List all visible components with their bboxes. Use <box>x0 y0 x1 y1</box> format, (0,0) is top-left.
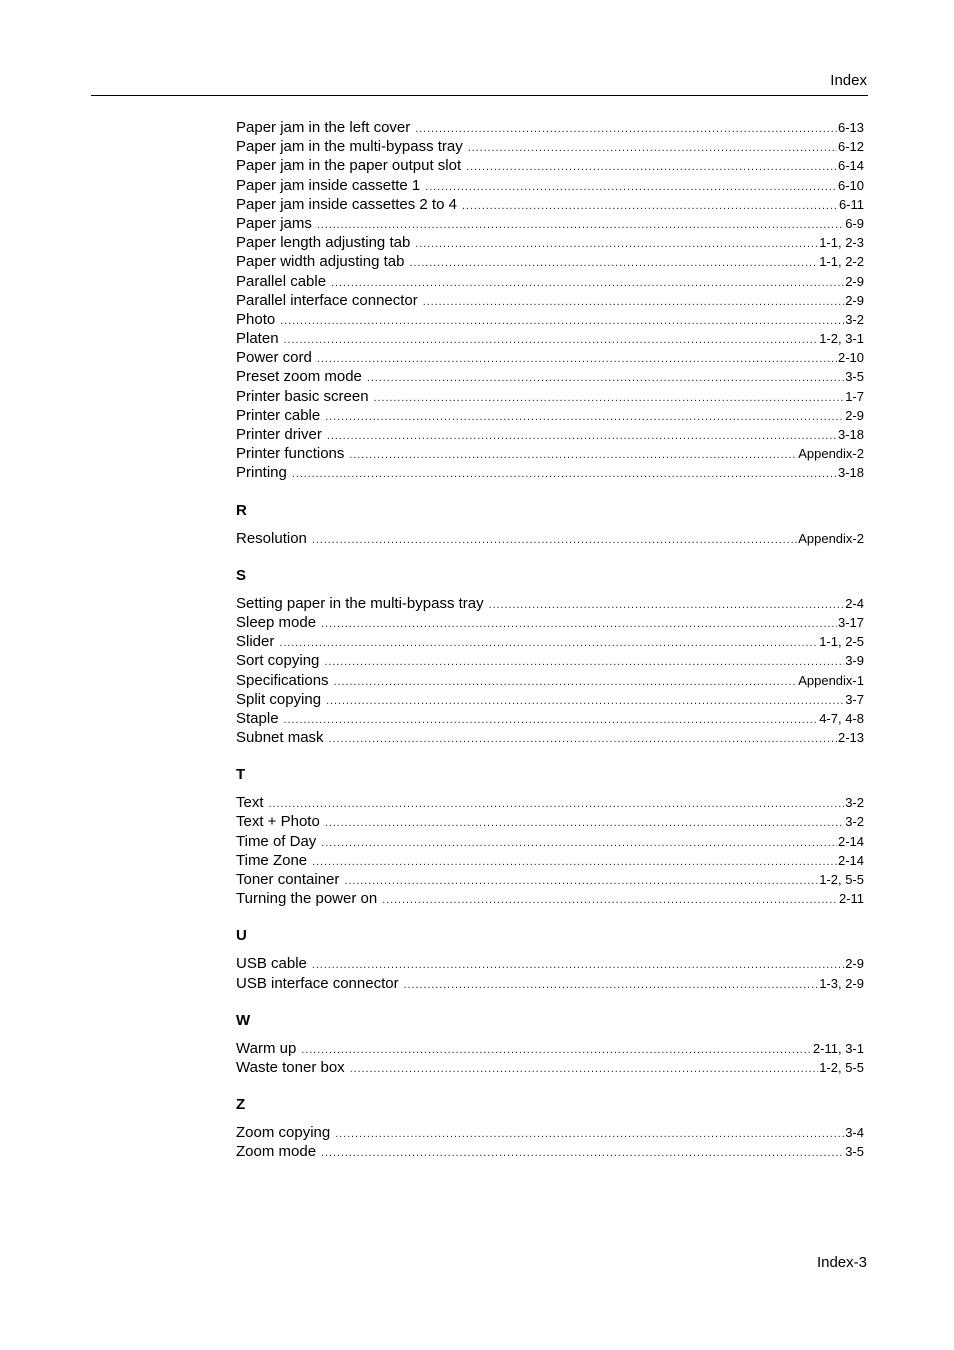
index-term: Printer cable <box>236 406 321 424</box>
index-entry <box>236 889 864 908</box>
index-entry <box>236 348 864 367</box>
index-term: Specifications <box>236 671 329 689</box>
index-group <box>236 926 864 992</box>
dot-leader <box>468 139 837 158</box>
dot-leader <box>367 369 844 388</box>
index-entry <box>236 176 864 195</box>
index-page-reference: 3-17 <box>837 614 864 630</box>
index-entry <box>236 613 864 632</box>
index-page-reference: 2-11 <box>838 891 864 907</box>
index-page-reference: 1-2, 3-1 <box>819 331 864 347</box>
index-entry <box>236 310 864 329</box>
index-term: Setting paper in the multi-bypass tray <box>236 594 484 612</box>
index-term: Paper jam inside cassette 1 <box>236 176 421 194</box>
index-term: Parallel cable <box>236 272 327 290</box>
dot-leader <box>321 615 837 634</box>
dot-leader <box>404 976 819 995</box>
index-entry <box>236 529 864 548</box>
index-group <box>236 1011 864 1077</box>
dot-leader <box>489 596 845 615</box>
index-letter-heading: U <box>236 927 247 945</box>
dot-leader <box>415 235 818 254</box>
dot-leader <box>301 1041 812 1060</box>
index-page-reference: 1-7 <box>845 388 864 404</box>
index-entry <box>236 632 864 651</box>
index-page-reference: 3-18 <box>837 427 864 442</box>
index-entry <box>236 1123 864 1142</box>
dot-leader <box>409 254 818 273</box>
index-term: Parallel interface connector <box>236 291 418 309</box>
index-term: Paper jam in the left cover <box>236 119 411 136</box>
index-entry <box>236 974 864 993</box>
index-entry <box>236 671 864 690</box>
index-letter-heading: R <box>236 501 247 519</box>
index-entry <box>236 233 864 252</box>
index-term: Zoom mode <box>236 1143 317 1161</box>
index-entry <box>236 252 864 271</box>
dot-leader <box>321 834 837 853</box>
index-term: Warm up <box>236 1039 297 1057</box>
index-term: Zoom copying <box>236 1124 331 1142</box>
index-page-reference: 1-1, 2-5 <box>819 634 864 650</box>
dot-leader <box>462 197 838 216</box>
index-entry <box>236 793 864 812</box>
index-term: Time Zone <box>236 851 308 869</box>
index-page-reference: 1-2, 5-5 <box>819 872 864 887</box>
header-rule <box>91 95 868 96</box>
index-term: Printing <box>236 464 287 482</box>
index-term: Printer basic screen <box>236 387 369 405</box>
index-page-reference: 3-5 <box>845 369 864 385</box>
index-page-reference: 2-13 <box>837 730 864 746</box>
index-term: Time of Day <box>236 832 317 850</box>
index-term: Resolution <box>236 529 307 547</box>
index-term: Turning the power on <box>236 890 378 908</box>
index-page-reference: 2-9 <box>845 407 864 423</box>
dot-leader <box>280 312 844 331</box>
index-term: Paper length adjusting tab <box>236 234 411 252</box>
index-page-reference: 2-9 <box>845 956 864 972</box>
index-page-reference: 6-10 <box>837 177 864 193</box>
dot-leader <box>327 427 837 446</box>
dot-leader <box>317 350 837 369</box>
index-letter-heading: W <box>236 1011 251 1029</box>
index-entry <box>236 195 864 214</box>
index-entry <box>236 954 864 973</box>
index-page-reference: 3-9 <box>845 653 864 669</box>
index-entry <box>236 425 864 444</box>
index-term: Paper width adjusting tab <box>236 253 405 271</box>
index-entry <box>236 463 864 482</box>
dot-leader <box>324 653 844 672</box>
dot-leader <box>312 531 797 550</box>
index-page-reference: 3-7 <box>845 691 864 707</box>
index-group <box>236 1095 864 1161</box>
index-group <box>236 566 864 748</box>
index-entry <box>236 137 864 156</box>
index-term: Paper jam in the multi-bypass tray <box>236 138 463 156</box>
dot-leader <box>292 465 837 484</box>
dot-leader <box>325 814 844 833</box>
dot-leader <box>334 673 798 692</box>
dot-leader <box>335 1125 844 1144</box>
index-entry <box>236 690 864 709</box>
index-page-reference: 2-11, 3-1 <box>812 1040 864 1056</box>
index-entry <box>236 406 864 425</box>
index-group <box>236 118 864 483</box>
index-term: Sort copying <box>236 652 320 670</box>
index-term: Waste toner box <box>236 1058 345 1076</box>
index-page-reference: Appendix-2 <box>798 530 864 546</box>
index-page-reference: 3-18 <box>837 465 864 481</box>
index-group <box>236 765 864 908</box>
dot-leader <box>321 1144 844 1163</box>
index-entry <box>236 387 864 406</box>
index-list <box>236 118 864 1162</box>
index-entry <box>236 1039 864 1058</box>
index-term: Split copying <box>236 690 322 708</box>
running-head-title: Index <box>830 72 867 89</box>
index-entry <box>236 651 864 670</box>
dot-leader <box>284 331 819 350</box>
index-entry <box>236 118 864 137</box>
index-page-reference: 2-14 <box>837 833 864 849</box>
index-page-reference: 6-12 <box>837 139 864 155</box>
index-page-reference: 1-1, 2-2 <box>819 254 864 270</box>
dot-leader <box>423 293 844 312</box>
dot-leader <box>349 446 797 465</box>
index-term: Platen <box>236 330 279 348</box>
index-page-reference: 6-14 <box>837 158 864 174</box>
dot-leader <box>374 389 845 408</box>
dot-leader <box>350 1060 819 1079</box>
dot-leader <box>466 158 837 177</box>
index-entry <box>236 1142 864 1161</box>
index-term: USB interface connector <box>236 974 399 992</box>
index-term: Paper jams <box>236 214 312 232</box>
index-page-reference: 2-10 <box>837 350 864 366</box>
dot-leader <box>325 408 844 427</box>
index-term: Staple <box>236 709 279 727</box>
index-term: Preset zoom mode <box>236 368 362 386</box>
index-entry <box>236 156 864 175</box>
index-page-reference: 3-2 <box>845 814 864 830</box>
index-page-reference: 3-2 <box>845 795 864 811</box>
index-page-reference: 2-9 <box>845 292 864 308</box>
index-entry <box>236 214 864 233</box>
index-page-reference: 6-11 <box>838 196 864 212</box>
index-term: Printer driver <box>236 426 322 443</box>
index-entry <box>236 272 864 291</box>
index-term: Text <box>236 794 264 812</box>
dot-leader <box>279 634 818 653</box>
index-entry <box>236 728 864 747</box>
index-entry <box>236 1058 864 1077</box>
page-number: Index-3 <box>816 1254 867 1271</box>
dot-leader <box>344 872 818 891</box>
index-term: Paper jam inside cassettes 2 to 4 <box>236 195 457 213</box>
index-entry <box>236 444 864 463</box>
dot-leader <box>425 178 837 197</box>
index-entry <box>236 832 864 851</box>
index-term: Text + Photo <box>236 813 320 831</box>
index-entry <box>236 594 864 613</box>
index-term: Photo <box>236 310 276 328</box>
index-page-reference: 1-3, 2-9 <box>819 975 864 991</box>
index-letter-heading: Z <box>236 1096 246 1114</box>
index-page-reference: 4-7, 4-8 <box>819 710 864 726</box>
index-term: Paper jam in the paper output slot <box>236 157 462 175</box>
dot-leader <box>326 692 844 711</box>
index-entry <box>236 329 864 348</box>
index-page-reference: Appendix-2 <box>798 446 864 462</box>
dot-leader <box>415 120 837 139</box>
dot-leader <box>269 795 845 814</box>
index-term: Printer functions <box>236 445 345 463</box>
index-letter-heading: S <box>236 566 247 584</box>
dot-leader <box>284 711 819 730</box>
index-page-reference: 2-4 <box>845 595 864 611</box>
dot-leader <box>329 730 837 749</box>
index-page-reference: 1-2, 5-5 <box>819 1059 864 1075</box>
index-entry <box>236 870 864 889</box>
index-page-reference: 1-1, 2-3 <box>819 235 864 251</box>
index-entry <box>236 812 864 831</box>
index-term: Power cord <box>236 349 312 367</box>
index-page-reference: 3-4 <box>845 1125 864 1141</box>
dot-leader <box>312 853 837 872</box>
index-entry <box>236 367 864 386</box>
index-term: Subnet mask <box>236 729 324 747</box>
index-page-reference: 6-9 <box>845 215 864 231</box>
index-term: USB cable <box>236 955 307 973</box>
index-term: Slider <box>236 633 275 651</box>
index-term: Sleep mode <box>236 613 317 631</box>
index-page-reference: 2-14 <box>837 852 864 868</box>
index-page-reference: 2-9 <box>845 273 864 289</box>
index-group <box>236 501 864 548</box>
dot-leader <box>382 891 838 910</box>
index-term: Toner container <box>236 871 340 888</box>
index-page-reference: 3-5 <box>845 1144 864 1160</box>
index-page-reference: Appendix-1 <box>798 672 864 688</box>
index-entry <box>236 851 864 870</box>
index-entry <box>236 709 864 728</box>
index-letter-heading: T <box>236 766 246 784</box>
index-page-reference: 3-2 <box>845 311 864 327</box>
index-page-reference: 6-13 <box>837 120 864 135</box>
index-entry <box>236 291 864 310</box>
